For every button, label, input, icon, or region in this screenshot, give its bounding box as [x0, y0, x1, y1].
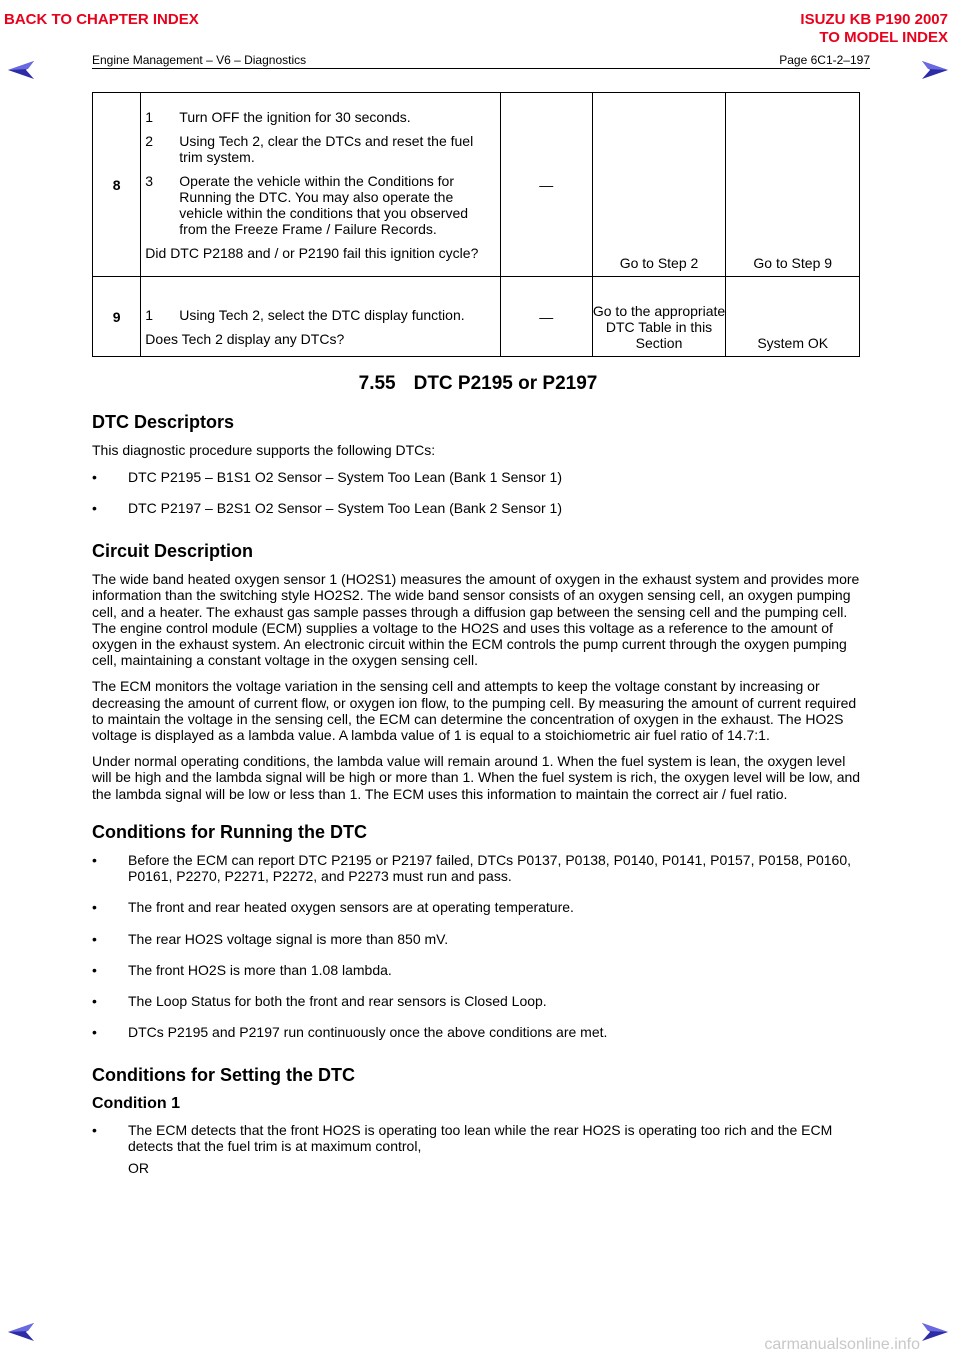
action-item: 2 Using Tech 2, clear the DTCs and reset the fuel trim system. [145, 132, 474, 165]
setting-heading: Conditions for Setting the DTC [92, 1065, 355, 1086]
step-value: — [500, 277, 592, 357]
section-number: 7.55 [358, 373, 396, 394]
list-item: • The front and rear heated oxygen sensors are at operating temperature. [92, 899, 574, 916]
running-heading: Conditions for Running the DTC [92, 821, 367, 842]
action-item: 1 Turn OFF the ignition for 30 seconds. [145, 108, 411, 125]
circuit-heading: Circuit Description [92, 541, 254, 562]
step-question: Does Tech 2 display any DTCs? [145, 330, 345, 347]
action-item: 1 Using Tech 2, select the DTC display function. [145, 306, 465, 323]
step-action [141, 93, 501, 277]
header-rule [92, 68, 870, 69]
step-yes-action: Go to Step 2 [592, 93, 726, 277]
paragraph: The ECM monitors the voltage variation in the sensing cell and attempts to keep the voltage constant by increasing or decreasing the amount of current flow, or oxygen ion flow, to the pumping cell. By measuring the amount of current required to maintain the voltage in the sensing cell, the ECM can determine the concentration of oxygen in the exhaust. The HO2S voltage is displayed as a lambda value. A lambda value of 1 is equal to a stoichiometric air fuel ratio of 14.7:1. [92, 678, 857, 744]
next-page-arrow-icon[interactable] [920, 60, 950, 80]
next-page-arrow-icon-bottom[interactable] [920, 1322, 950, 1342]
step-row-9 [93, 277, 860, 357]
model-title: ISUZU KB P190 2007 [800, 11, 948, 28]
step-yes-action: Go to the appropriate DTC Table in this Section [592, 277, 726, 357]
step-number: 9 [93, 277, 141, 357]
list-item: • The ECM detects that the front HO2S is operating too lean while the rear HO2S is operating too rich and the ECM detects that the fuel trim is at maximum control, [92, 1121, 833, 1155]
action-item: 3 Operate the vehicle within the Conditions for Running the DTC. You may also operate the vehicle within the conditions that you observed from the Freeze Frame / Failure Records. [145, 172, 469, 237]
list-item: • DTC P2197 – B2S1 O2 Sensor – System Too Lean (Bank 2 Sensor 1) [92, 499, 562, 516]
step-number: 8 [93, 93, 141, 277]
previous-page-arrow-icon[interactable] [6, 60, 36, 80]
watermark: carmanualsonline.info [764, 1336, 920, 1353]
back-to-chapter-index-link[interactable]: BACK TO CHAPTER INDEX [4, 11, 199, 28]
step-row-8 [93, 93, 860, 277]
section-title [92, 373, 864, 394]
section-title-text: DTC P2195 or P2197 [413, 373, 598, 394]
list-item: • DTC P2195 – B1S1 O2 Sensor – System Too Lean (Bank 1 Sensor 1) [92, 468, 562, 485]
step-value: — [500, 93, 592, 277]
paragraph: Under normal operating conditions, the lambda value will remain around 1. When the fuel system is lean, the oxygen level will be high and the lambda signal will be high or more than 1. When the fuel system is rich, the oxygen level will be low, and the lambda signal will be low or less than 1. The ECM uses this information to maintain the correct air / fuel ratio. [92, 753, 861, 802]
or-text: OR [128, 1160, 149, 1177]
step-action [141, 277, 501, 357]
paragraph: The wide band heated oxygen sensor 1 (HO2S1) measures the amount of oxygen in the exhaust system and provides more information than the switching style HO2S2. The wide band sensor consists of an oxygen sensing cell, an oxygen pumping cell, and a heater. The exhaust gas sample passes through a diffusion gap between the sensing cell and the pumping cell. The engine control module (ECM) supplies a voltage to the HO2S and uses this voltage as a reference to the amount of oxygen in the exhaust system. An electronic circuit within the ECM controls the pump current through the oxygen pumping cell, maintaining a constant voltage in the oxygen sensing cell. [92, 571, 860, 669]
list-item: • DTCs P2195 and P2197 run continuously once the above conditions are met. [92, 1024, 608, 1041]
page-number: Page 6C1-2–197 [779, 53, 870, 67]
previous-page-arrow-icon-bottom[interactable] [6, 1322, 36, 1342]
diagnostic-steps-table [92, 92, 860, 357]
list-item: • The front HO2S is more than 1.08 lambda. [92, 961, 392, 978]
descriptors-intro: This diagnostic procedure supports the following DTCs: [92, 442, 436, 459]
list-item: • Before the ECM can report DTC P2195 or P2197 failed, DTCs P0137, P0138, P0140, P0141, P0157, P0158, P0160, P0161, P2270, P2271, P2272, and P2273 must run and pass. [92, 852, 852, 885]
list-item: • The rear HO2S voltage signal is more than 850 mV. [92, 930, 449, 947]
descriptors-heading: DTC Descriptors [92, 412, 235, 433]
step-no-action: Go to Step 9 [726, 93, 860, 277]
step-no-action: System OK [726, 277, 860, 357]
document-title: Engine Management – V6 – Diagnostics [92, 53, 307, 67]
to-model-index-link[interactable]: TO MODEL INDEX [819, 29, 948, 46]
step-question: Did DTC P2188 and / or P2190 fail this ignition cycle? [145, 244, 479, 261]
section-content [92, 370, 864, 1177]
condition-1-heading: Condition 1 [92, 1094, 180, 1112]
list-item: • The Loop Status for both the front and rear sensors is Closed Loop. [92, 993, 547, 1010]
